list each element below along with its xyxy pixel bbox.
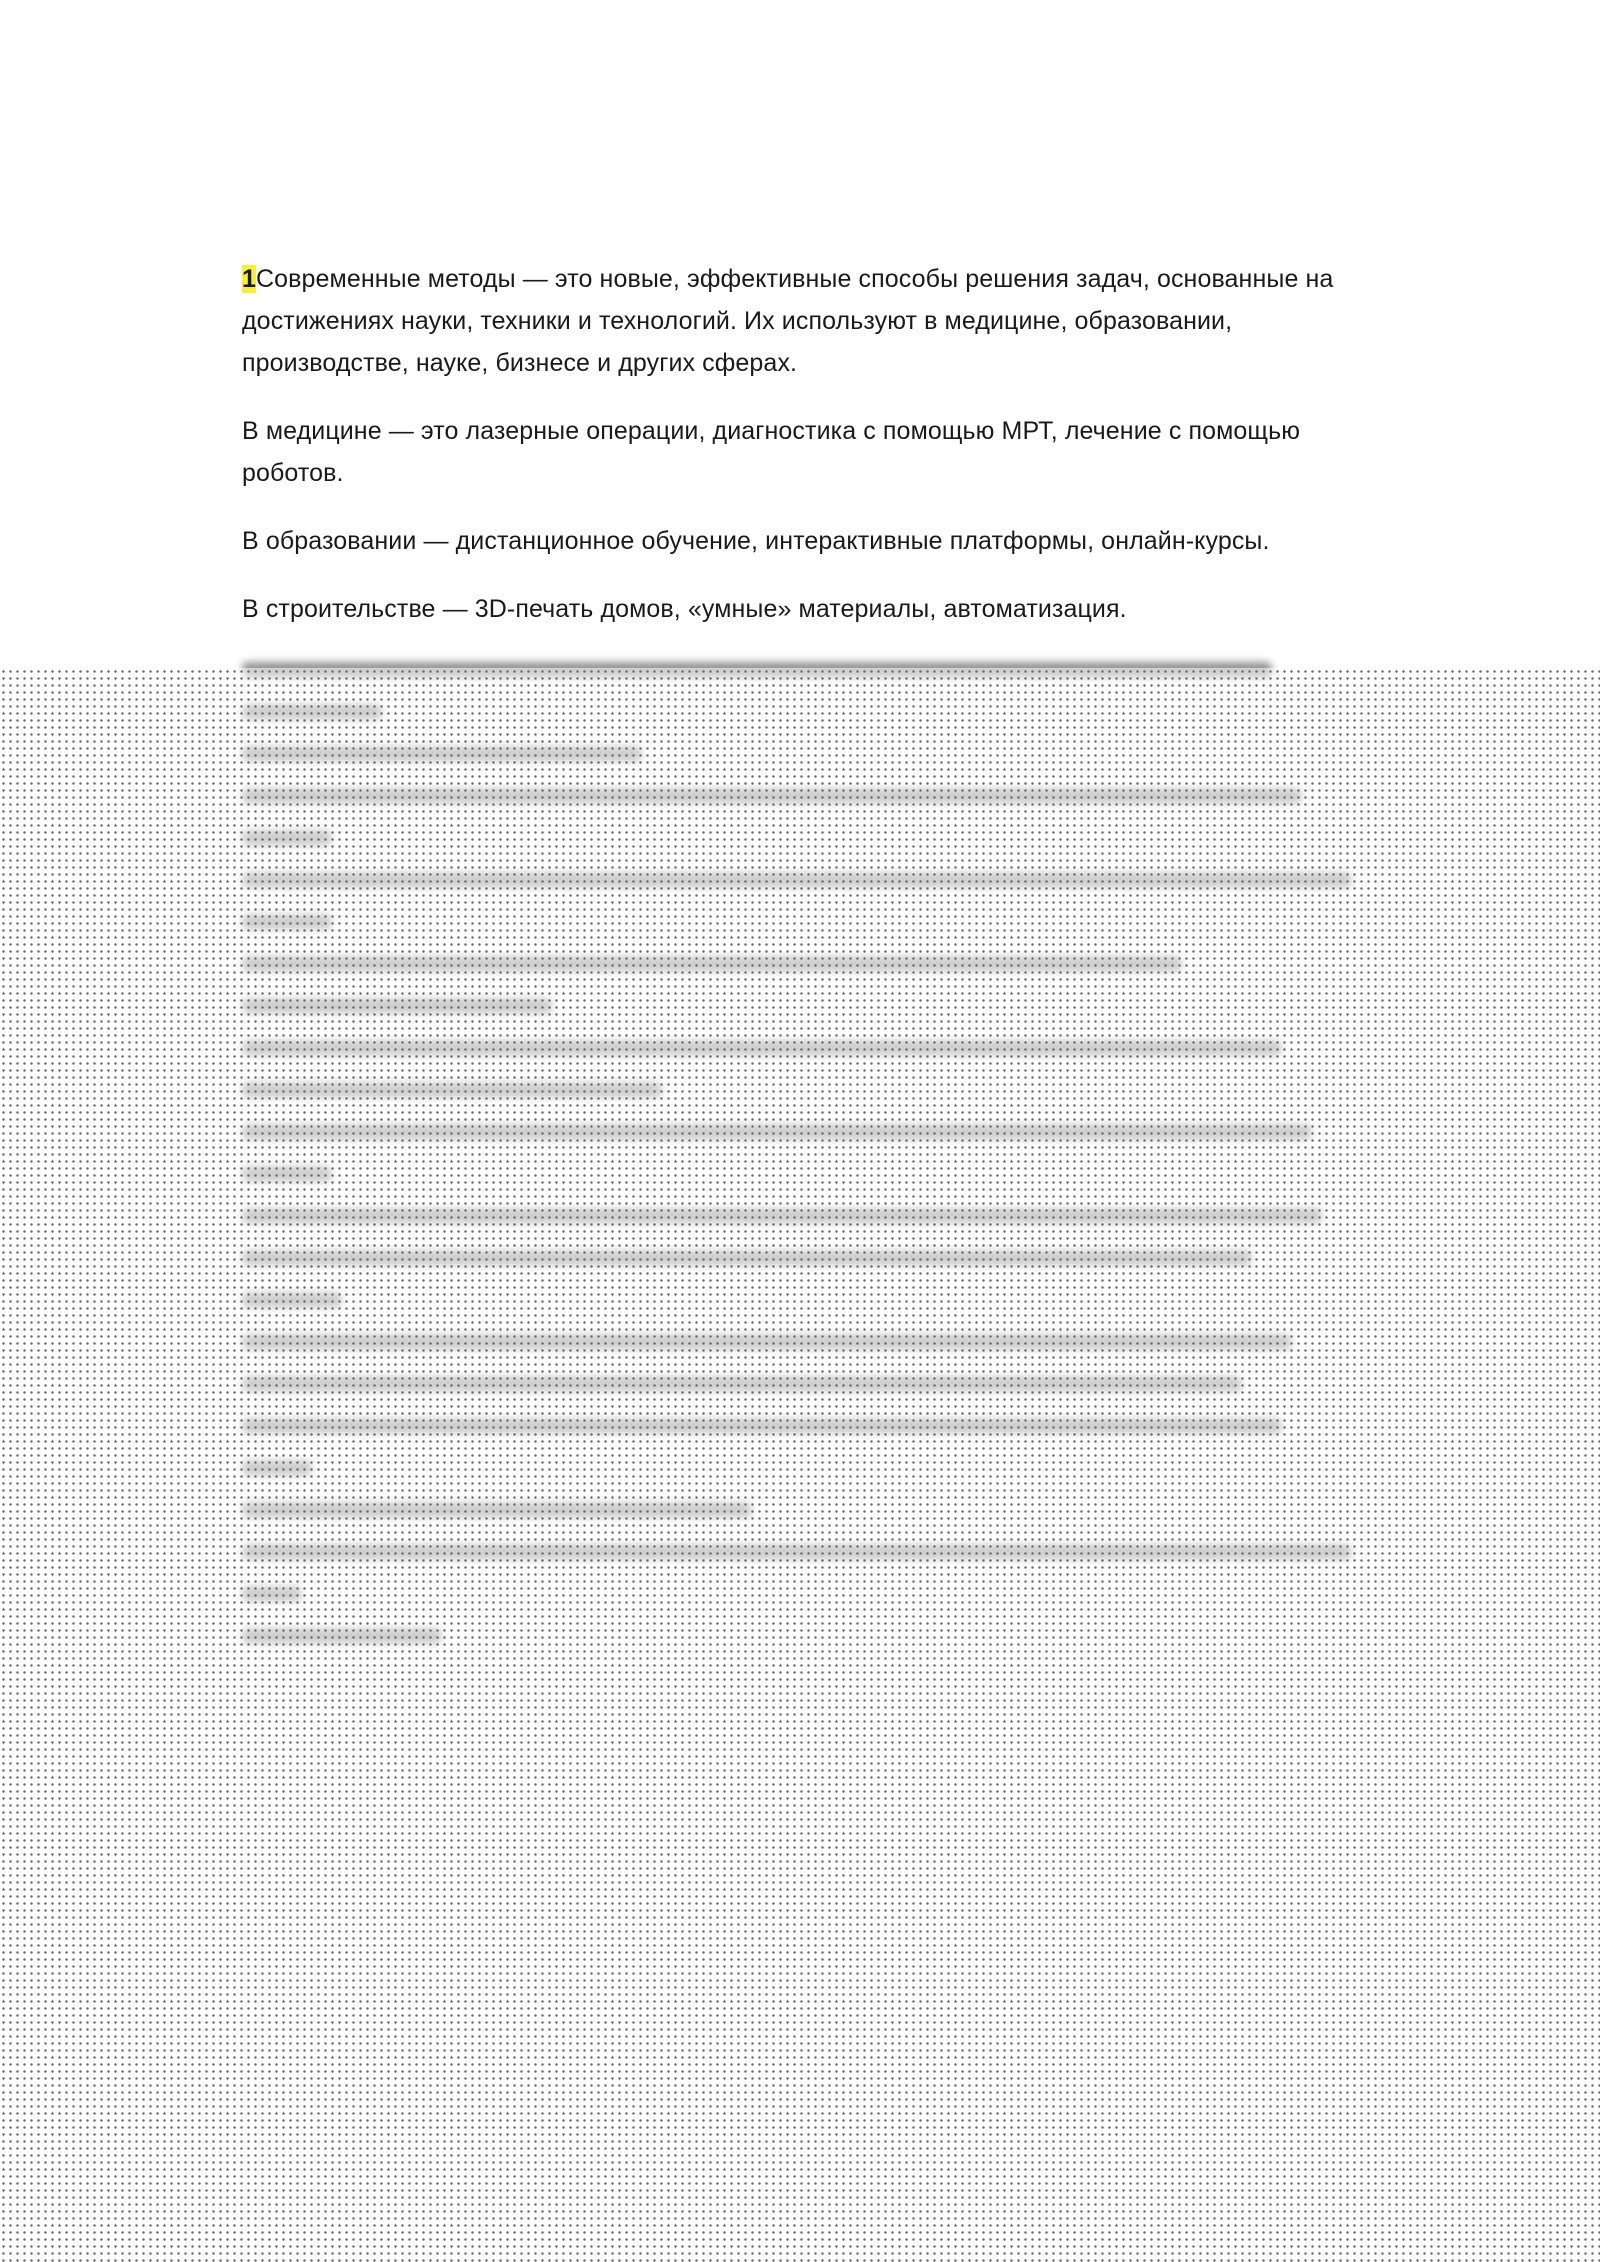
- highlight-marker: 1: [242, 265, 257, 293]
- paragraph-4: В строительстве — 3D-печать домов, «умные» материалы, автоматизация.: [242, 595, 1127, 623]
- paywall-dot-overlay: [0, 668, 1600, 2262]
- paragraph-1: [242, 258, 1362, 384]
- paragraph-1-text: Современные методы — это новые, эффективные способы решения задач, основанные на достижениях науки, техники и технологий. Их используют в медицине, образовании, производстве, науке, бизнесе и других сферах.: [242, 265, 1334, 377]
- paragraph-2: В медицине — это лазерные операции, диагностика с помощью МРТ, лечение с помощью роботов.: [242, 417, 1301, 487]
- document-body: [242, 258, 1362, 656]
- paragraph-3: В образовании — дистанционное обучение, интерактивные платформы, онлайн-курсы.: [242, 527, 1270, 555]
